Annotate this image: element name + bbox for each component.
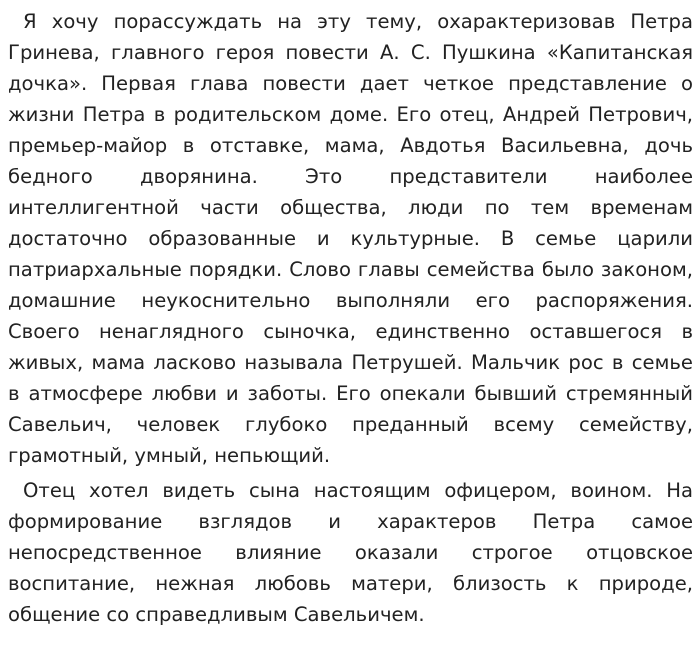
document-body bbox=[8, 6, 693, 630]
paragraph-1: Я хочу порассуждать на эту тему, охарактеризовав Петра Гринева, главного героя повести А. С. Пушкина «Капитанская дочка». Первая глава повести дает четкое представление о жизни Петра в родительском доме. Его отец, Андрей Петрович, премьер-майор в отставке, мама, Авдотья Васильевна, дочь бедного дворянина. Это представители наиболее интеллигентной части общества, люди по тем временам достаточно образованные и культурные. В семье царили патриархальные порядки. Слово главы семейства было законом, домашние неукоснительно выполняли его распоряжения. Своего ненаглядного сыночка, единственно оставшегося в живых, мама ласково называла Петрушей. Мальчик рос в семье в атмосфере любви и заботы. Его опекали бывший стремянный Савельич, человек глубоко преданный всему семейству, грамотный, умный, непьющий. bbox=[8, 10, 693, 467]
paragraph-2: Отец хотел видеть сына настоящим офицером, воином. На формирование взглядов и характеров Петра самое непосредственное влияние оказали строгое отцовское воспитание, нежная любовь матери, близость к природе, общение со справедливым Савельичем. bbox=[8, 479, 693, 626]
